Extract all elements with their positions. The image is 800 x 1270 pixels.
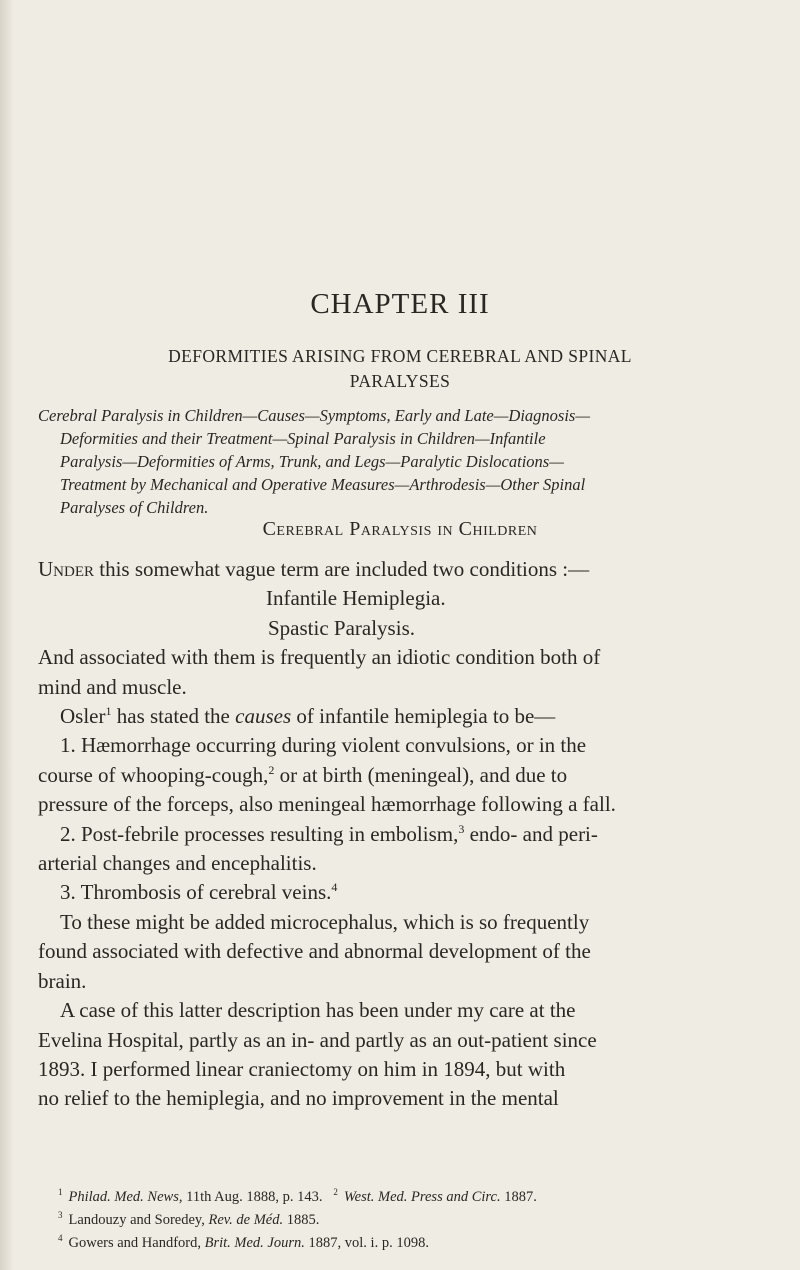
text-line: Evelina Hospital, partly as an in- and partly as an out-patient since <box>38 1027 597 1052</box>
text-line <box>38 820 748 849</box>
text-span: course of whooping-cough, <box>38 762 269 787</box>
text-span: endo- and peri- <box>464 821 598 846</box>
text-span: 3. Thrombosis of cerebral veins. <box>60 880 332 905</box>
footnote-number: 1 <box>58 1187 63 1197</box>
footnote <box>38 1183 748 1206</box>
footnote-ref: 4 <box>331 880 338 895</box>
italic-span: Rev. de Méd. <box>208 1211 284 1228</box>
text-span: 1887, vol. i. p. 1098. <box>304 1234 429 1251</box>
footnote <box>38 1206 748 1229</box>
text-span: Gowers and Handford, <box>68 1234 205 1251</box>
body-text <box>38 555 748 1114</box>
page-gutter-shadow <box>0 0 14 1270</box>
synopsis-line: Paralyses of Children. <box>60 498 209 517</box>
italic-span: Philad. Med. News, <box>68 1188 183 1205</box>
condition-item: Infantile Hemiplegia. <box>266 586 446 611</box>
synopsis-line: Treatment by Mechanical and Operative Measures—Arthrodesis—Other Spinal <box>60 475 586 494</box>
italic-span: Brit. Med. Journ. <box>204 1234 305 1251</box>
footnote-ref: 3 <box>458 821 465 836</box>
footnote-number: 3 <box>58 1209 63 1220</box>
text-line: A case of this latter description has been under my care at the <box>60 998 576 1023</box>
chapter-title-line: PARALYSES <box>349 371 451 391</box>
text-span: has stated the <box>111 704 236 729</box>
text-line: pressure of the forceps, also meningeal hæmorrhage following a fall. <box>38 792 616 817</box>
condition-item: Spastic Paralysis. <box>268 615 415 640</box>
text-span: 2. Post-febrile processes resulting in embolism, <box>60 821 459 846</box>
text-line: 1893. I performed linear craniectomy on him in 1894, but with <box>38 1056 566 1081</box>
text-line: And associated with them is frequently an idiotic condition both of <box>38 645 601 670</box>
text-line: no relief to the hemiplegia, and no improvement in the mental <box>38 1086 559 1111</box>
italic-span: West. Med. Press and Circ. <box>343 1188 501 1205</box>
text-span: or at birth (meningeal), and due to <box>274 762 568 787</box>
chapter-heading: CHAPTER III <box>310 288 490 320</box>
text-line: mind and muscle. <box>38 674 187 699</box>
synopsis-line: Paralysis—Deformities of Arms, Trunk, and Legs—Paralytic Dislocations— <box>60 452 564 471</box>
footnote-ref: 1 <box>105 704 112 719</box>
text-line <box>38 702 748 731</box>
synopsis-line: Cerebral Paralysis in Children—Causes—Symptoms, Early and Late—Diagnosis— <box>38 406 591 425</box>
text-line: To these might be added microcephalus, which is so frequently <box>60 909 590 934</box>
text-line <box>38 878 748 907</box>
footnote-ref: 2 <box>268 762 275 777</box>
footnote-number: 2 <box>333 1187 338 1197</box>
chapter-title-line: DEFORMITIES ARISING FROM CEREBRAL AND SPINAL <box>168 346 632 366</box>
footnotes <box>38 1183 748 1251</box>
chapter-synopsis <box>38 404 728 519</box>
synopsis-line: Deformities and their Treatment—Spinal Paralysis in Children—Infantile <box>60 429 546 448</box>
text-line <box>38 761 748 790</box>
text-span: 1885. <box>283 1211 320 1228</box>
footnote <box>38 1229 748 1252</box>
text-span: 11th Aug. 1888, p. 143. <box>182 1188 323 1205</box>
footnote-number: 4 <box>58 1232 63 1243</box>
text-span: of infantile hemiplegia to be— <box>291 704 556 729</box>
italic-span: causes <box>235 704 292 729</box>
drop-word: Under <box>38 557 94 581</box>
text-span: Landouzy and Soredey, <box>68 1211 209 1228</box>
text-line: brain. <box>38 968 87 993</box>
text-line: arterial changes and encephalitis. <box>38 851 317 876</box>
text-line <box>38 555 748 584</box>
text-span: this somewhat vague term are included two conditions :— <box>94 557 590 581</box>
text-span: Osler <box>60 704 106 729</box>
text-line: 1. Hæmorrhage occurring during violent convulsions, or in the <box>60 733 587 758</box>
section-heading: Cerebral Paralysis in Children <box>262 518 538 540</box>
text-span: 1887. <box>500 1188 537 1205</box>
chapter-title <box>70 344 730 394</box>
text-line: found associated with defective and abnormal development of the <box>38 939 591 964</box>
